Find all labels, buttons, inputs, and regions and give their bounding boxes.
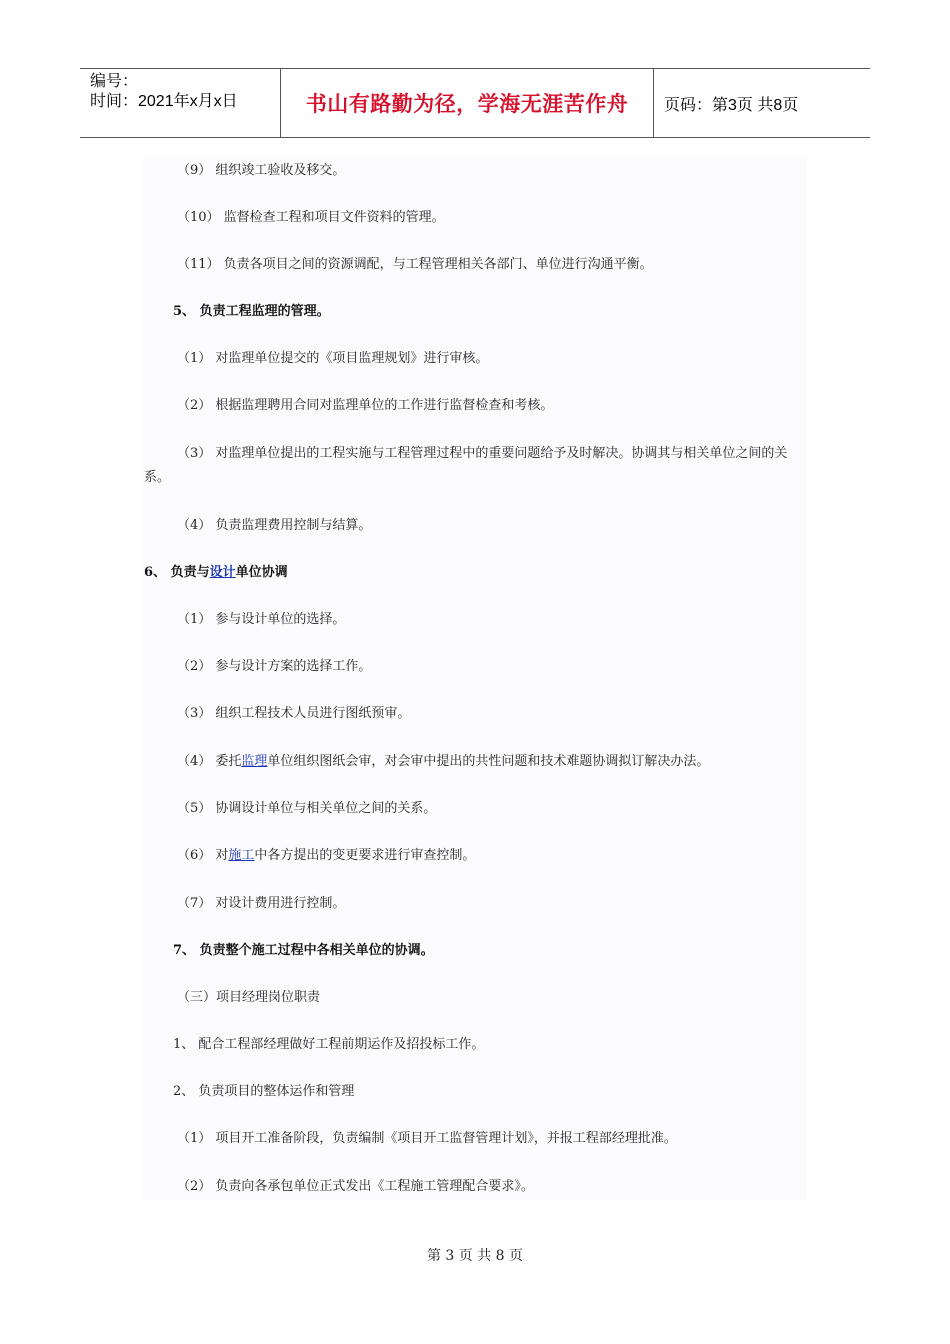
- paragraph: （5） 协调设计单位与相关单位之间的关系。: [177, 801, 437, 816]
- section-heading: 7、 负责整个施工过程中各相关单位的协调。: [173, 943, 434, 958]
- page-footer: 第 3 页 共 8 页: [426, 1248, 524, 1264]
- link-design[interactable]: 设计: [209, 565, 236, 580]
- paragraph: （9） 组织竣工验收及移交。: [177, 163, 346, 178]
- subsection-heading: （三）项目经理岗位职责: [177, 990, 321, 1005]
- heading-text: 单位协调: [235, 565, 288, 580]
- paragraph: （2） 根据监理聘用合同对监理单位的工作进行监督检查和考核。: [177, 398, 554, 413]
- paragraph: （3） 对监理单位提出的工程实施与工程管理过程中的重要问题给予及时解决。协调其与相关单位之间的关系。: [144, 446, 788, 485]
- header-motto: 书山有路勤为径，学海无涯苦作舟: [305, 93, 629, 116]
- document-body: [143, 157, 807, 1200]
- header-motto-cell: [281, 69, 654, 137]
- paragraph-text: 单位组织图纸会审，对会审中提出的共性问题和技术难题协调拟订解决办法。: [267, 754, 710, 769]
- document-number-label: 编号：: [90, 73, 139, 90]
- paragraph-text: 中各方提出的变更要求进行审查控制。: [254, 848, 476, 863]
- header-page-label: 页码：第3页 共8页: [664, 96, 799, 114]
- paragraph: [177, 844, 475, 868]
- paragraph: （11） 负责各项目之间的资源调配，与工程管理相关各部门、单位进行沟通平衡。: [177, 257, 653, 272]
- header-meta: [80, 69, 281, 137]
- paragraph: 2、 负责项目的整体运作和管理: [173, 1084, 355, 1099]
- link-construction[interactable]: 施工: [228, 848, 255, 863]
- paragraph-text: （6） 对: [177, 848, 229, 863]
- paragraph: （2） 负责向各承包单位正式发出《工程施工管理配合要求》。: [177, 1179, 534, 1194]
- paragraph: （1） 对监理单位提交的《项目监理规划》进行审核。: [177, 351, 489, 366]
- section-heading: 5、 负责工程监理的管理。: [173, 304, 330, 319]
- heading-text: 6、 负责与: [144, 565, 210, 580]
- paragraph-text: （4） 委托: [177, 754, 242, 769]
- header-page-cell: [654, 69, 870, 137]
- paragraph: （1） 参与设计单位的选择。: [177, 612, 346, 627]
- link-supervision[interactable]: 监理: [241, 754, 268, 769]
- paragraph: （2） 参与设计方案的选择工作。: [177, 659, 372, 674]
- document-time-label: 时间：2021年x月x日: [90, 93, 238, 110]
- paragraph: [177, 750, 709, 774]
- paragraph: （7） 对设计费用进行控制。: [177, 896, 346, 911]
- paragraph: （4） 负责监理费用控制与结算。: [177, 518, 372, 533]
- section-heading: [144, 561, 288, 585]
- paragraph: （1） 项目开工准备阶段，负责编制《项目开工监督管理计划》，并报工程部经理批准。: [177, 1131, 677, 1146]
- paragraph: （10） 监督检查工程和项目文件资料的管理。: [177, 210, 445, 225]
- page-header: [80, 68, 870, 138]
- paragraph: 1、 配合工程部经理做好工程前期运作及招投标工作。: [173, 1037, 485, 1052]
- paragraph: （3） 组织工程技术人员进行图纸预审。: [177, 706, 411, 721]
